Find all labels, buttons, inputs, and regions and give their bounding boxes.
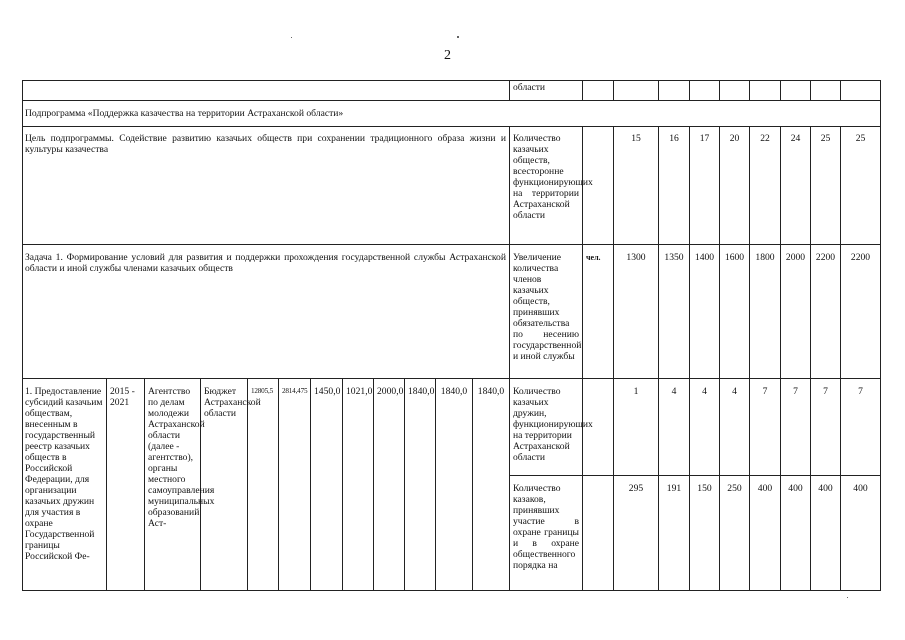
row0-value-cell — [781, 80, 811, 101]
funding-amount: 2000,0 — [374, 379, 405, 591]
goal-value: 22 — [750, 127, 781, 245]
row0-unit-cell — [583, 80, 614, 101]
activity-value-a: 4 — [690, 379, 720, 476]
activity-value-a: 4 — [659, 379, 690, 476]
task-value: 1300 — [614, 245, 659, 379]
activity-unit-a — [583, 379, 614, 476]
activity-executor: Агентство по делам молодежи Астраханской области (далее - агентство), органы местного самоуправления муниципальных образований Аст- — [145, 379, 201, 591]
activity-value-b: 400 — [750, 476, 781, 591]
activity-name: 1. Предоставление субсидий казачьим обществам, внесенным в государственный реестр казачьих обществ в Российской Федерации, для организации казачьих дружин для участия в охране Государственной границы Российской Фе- — [22, 379, 107, 591]
funding-amount: 1450,0 — [311, 379, 343, 591]
activity-period: 2015 - 2021 — [107, 379, 145, 591]
task-value: 1600 — [720, 245, 750, 379]
goal-value: 20 — [720, 127, 750, 245]
task-label: Задача 1. Формирование условий для развития и поддержки прохождения государственной службы Астраханской области и иной службы членами казачьих обществ — [22, 245, 510, 379]
row0-value-cell — [841, 80, 881, 101]
activity-value-b: 250 — [720, 476, 750, 591]
row0-value-cell — [659, 80, 690, 101]
funding-amount: 1840,0 — [436, 379, 473, 591]
scan-speck — [457, 36, 459, 38]
goal-label: Цель подпрограммы. Содействие развитию казачьих обществ при сохранении традиционного образа жизни и культуры казачества — [22, 127, 510, 245]
activity-value-a: 1 — [614, 379, 659, 476]
row0-value-cell — [750, 80, 781, 101]
funding-amount: 12805,5 — [248, 379, 279, 591]
task-value: 1350 — [659, 245, 690, 379]
row0-value-cell — [614, 80, 659, 101]
table-row — [22, 80, 881, 101]
row0-indicator-cell: области — [510, 80, 583, 101]
funding-amount: 1021,0 — [343, 379, 374, 591]
goal-unit — [583, 127, 614, 245]
activity-value-a: 4 — [720, 379, 750, 476]
activity-indicator-a: Количество казачьих дружин, функционирующих на территории Астраханской области — [510, 379, 583, 476]
task-value: 2000 — [781, 245, 811, 379]
scan-speck — [847, 597, 848, 598]
goal-value: 25 — [811, 127, 841, 245]
goal-value: 25 — [841, 127, 881, 245]
task-value: 1400 — [690, 245, 720, 379]
subprogram-title: Подпрограмма «Поддержка казачества на территории Астраханской области» — [22, 101, 881, 127]
task-value: 2200 — [811, 245, 841, 379]
table-row — [22, 127, 881, 245]
row0-value-cell — [720, 80, 750, 101]
goal-value: 24 — [781, 127, 811, 245]
scan-speck — [291, 37, 292, 38]
activity-value-a: 7 — [781, 379, 811, 476]
funding-amount: 2814,475 — [279, 379, 311, 591]
task-value: 2200 — [841, 245, 881, 379]
activity-value-a: 7 — [841, 379, 881, 476]
activity-value-b: 150 — [690, 476, 720, 591]
table-row — [22, 101, 881, 127]
task-unit: чел. — [583, 245, 614, 379]
activity-value-a: 7 — [750, 379, 781, 476]
goal-value: 16 — [659, 127, 690, 245]
table-row — [22, 245, 881, 379]
funding-amount: 1840,0 — [405, 379, 436, 591]
goal-indicator: Количество казачьих обществ, всесторонне функционирующих на территории Астраханской области — [510, 127, 583, 245]
activity-value-b: 191 — [659, 476, 690, 591]
task-indicator: Увеличение количества членов казачьих обществ, принявших обязательства по несению государственной и иной службы — [510, 245, 583, 379]
page-number: 2 — [444, 48, 451, 63]
funding-amount: 1840,0 — [473, 379, 510, 591]
activity-value-b: 400 — [841, 476, 881, 591]
goal-value: 17 — [690, 127, 720, 245]
activity-value-b: 400 — [781, 476, 811, 591]
activity-value-a: 7 — [811, 379, 841, 476]
activity-indicator-b: Количество казаков, принявших участие в охране границы и в охране общественного порядка на — [510, 476, 583, 591]
row0-left-cell — [22, 80, 510, 101]
indicator-table — [22, 80, 881, 591]
activity-value-b: 295 — [614, 476, 659, 591]
row0-value-cell — [690, 80, 720, 101]
activity-unit-b — [583, 476, 614, 591]
task-value: 1800 — [750, 245, 781, 379]
goal-value: 15 — [614, 127, 659, 245]
funding-source: Бюджет Астраханской области — [201, 379, 248, 591]
row0-value-cell — [811, 80, 841, 101]
activity-value-b: 400 — [811, 476, 841, 591]
table-row — [22, 379, 881, 591]
